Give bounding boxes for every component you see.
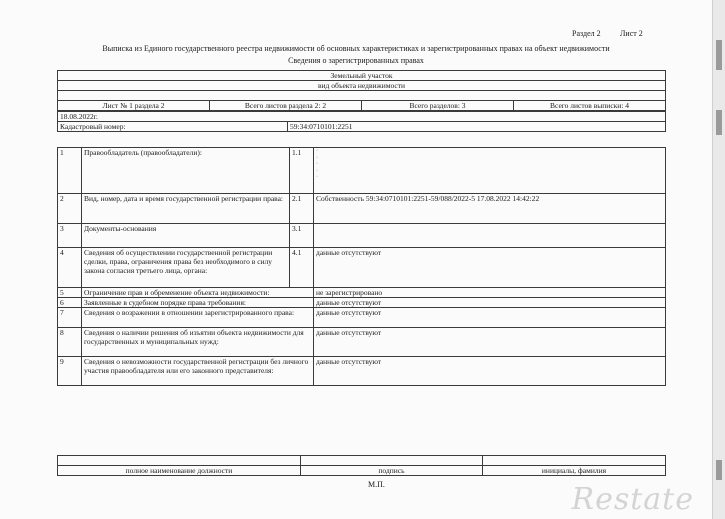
cadastral-number: 59:34:0710101:2251	[288, 122, 666, 132]
row-number: 4	[58, 248, 82, 288]
row-label: Сведения о невозможности государственной регистрации без личного участия правообладателя или его законного представителя:	[82, 357, 314, 386]
row-label: Правообладатель (правообладатели):	[82, 148, 290, 194]
document-subtitle: Сведения о зарегистрированных правах	[288, 56, 424, 65]
table-row	[58, 298, 666, 308]
table-row	[58, 328, 666, 357]
watermark-logo: Restate	[571, 482, 694, 517]
sheet-number: Лист № 1 раздела 2	[58, 101, 210, 111]
row-number: 3	[58, 224, 82, 248]
row-value: не зарегистрировано	[314, 288, 666, 298]
table-row	[58, 148, 666, 194]
row-value: данные отсутствуют	[314, 308, 666, 328]
sheet-label: Лист 2	[620, 29, 643, 38]
sheets-total: Всего листов выписки: 4	[514, 101, 666, 111]
row-label: Сведения о возражении в отношении зарегистрированного права:	[82, 308, 314, 328]
row-value: данные отсутствуют	[314, 328, 666, 357]
edge-mark	[716, 110, 722, 135]
position-caption: полное наименование должности	[58, 466, 301, 476]
object-type-caption: вид объекта недвижимости	[58, 81, 666, 91]
row-label: Ограничение прав и обременение объекта недвижимости:	[82, 288, 314, 298]
signature-table	[57, 455, 666, 476]
row-number: 1	[58, 148, 82, 194]
position-field	[58, 456, 301, 466]
row-label: Сведения об осуществлении государственной регистрации сделки, права, ограничения права без необходимого в силу закона согласия третьего лица, органа:	[82, 248, 290, 288]
initials-caption: инициалы, фамилия	[483, 466, 666, 476]
signature-caption: подпись	[301, 466, 483, 476]
redacted-owner: · · · · ·	[316, 148, 318, 180]
row-value	[314, 224, 666, 248]
sections-total: Всего разделов: 3	[362, 101, 514, 111]
row-value: Собственность 59:34:0710101:2251-59/088/2022-5 17.08.2022 14:42:22	[314, 194, 666, 224]
row-value	[314, 148, 666, 194]
row-subnumber: 3.1	[290, 224, 314, 248]
object-type: Земельный участок	[58, 71, 666, 81]
table-row	[58, 194, 666, 224]
cadastral-table	[57, 111, 666, 132]
table-row	[58, 357, 666, 386]
initials-field	[483, 456, 666, 466]
row-label: Заявленные в судебном порядке права требования:	[82, 298, 314, 308]
row-number: 9	[58, 357, 82, 386]
blank-row	[58, 91, 666, 101]
row-number: 8	[58, 328, 82, 357]
row-number: 6	[58, 298, 82, 308]
row-value: данные отсутствуют	[314, 248, 666, 288]
page-edge	[712, 0, 725, 519]
table-row	[58, 288, 666, 298]
row-label: Сведения о наличии решения об изъятии объекта недвижимости для государственных и муниципальных нужд:	[82, 328, 314, 357]
row-value: данные отсутствуют	[314, 357, 666, 386]
extract-date: 18.08.2022г.	[58, 112, 666, 122]
table-row	[58, 308, 666, 328]
signature-field	[301, 456, 483, 466]
row-value: данные отсутствуют	[314, 298, 666, 308]
row-subnumber: 1.1	[290, 148, 314, 194]
stamp-label: М.П.	[368, 480, 385, 489]
object-info-table	[57, 70, 666, 111]
row-number: 2	[58, 194, 82, 224]
table-row	[58, 248, 666, 288]
row-subnumber: 2.1	[290, 194, 314, 224]
row-label: Документы-основания	[82, 224, 290, 248]
row-subnumber: 4.1	[290, 248, 314, 288]
edge-mark	[716, 40, 722, 70]
document-title: Выписка из Единого государственного реестра недвижимости об основных характеристиках и зарегистрированных правах на объект недвижимости	[102, 44, 610, 53]
row-label: Вид, номер, дата и время государственной регистрации права:	[82, 194, 290, 224]
rights-table	[57, 147, 666, 386]
cadastral-label: Кадастровый номер:	[58, 122, 288, 132]
edge-mark	[716, 460, 722, 480]
table-row	[58, 224, 666, 248]
section-label: Раздел 2	[572, 29, 601, 38]
row-number: 5	[58, 288, 82, 298]
row-number: 7	[58, 308, 82, 328]
sheets-in-section: Всего листов раздела 2: 2	[210, 101, 362, 111]
